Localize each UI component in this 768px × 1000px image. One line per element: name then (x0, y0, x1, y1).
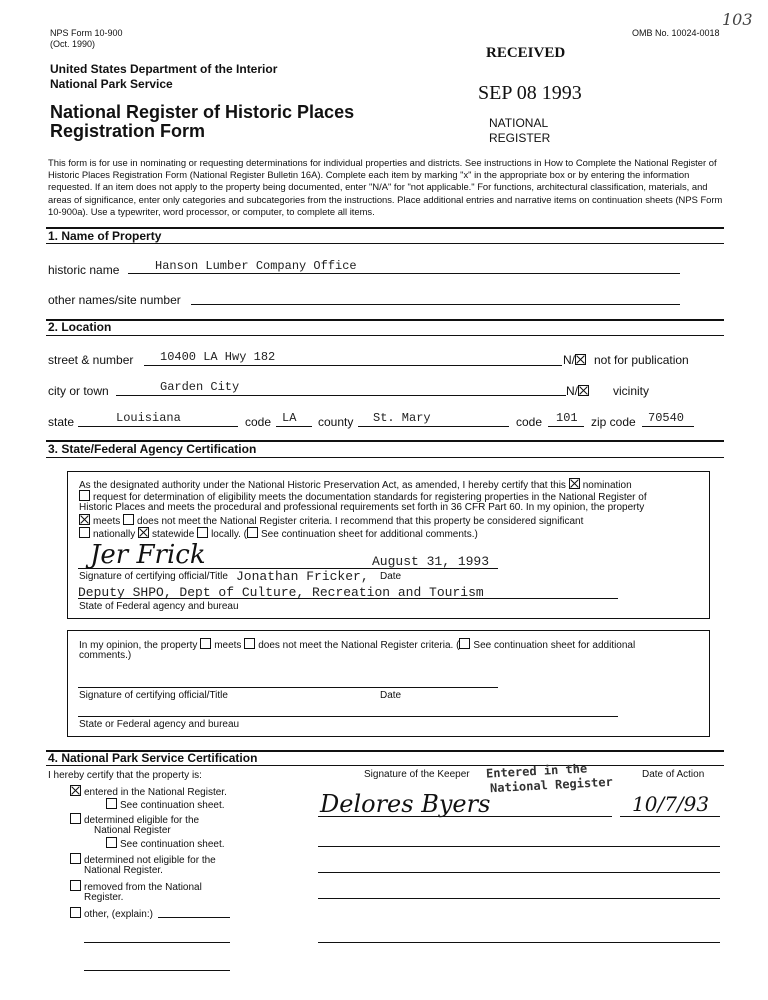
opt-not-eligible: determined not eligible for the (70, 853, 216, 866)
form-title-2: Registration Form (50, 121, 206, 141)
city-value: Garden City (160, 380, 240, 394)
cert-line-1: As the designated authority under the National Historic Preservation Act, as amended, I hereby certify that this nomination (79, 480, 632, 491)
received-date-stamp: SEP 08 1993 (478, 82, 582, 104)
historic-name-label: historic name (48, 263, 120, 277)
not-for-publication-label: not for publication (594, 353, 689, 367)
section1-heading: 1. Name of Property (48, 229, 162, 243)
stamp-register: REGISTER (489, 131, 551, 145)
entered-stamp-1: Entered in the (485, 761, 588, 781)
agency-value: Deputy SHPO, Dept of Culture, Recreation and Tourism (78, 585, 484, 600)
street-na-label: N/ (563, 353, 589, 367)
state-code-value: LA (282, 411, 297, 425)
county-value: St. Mary (373, 411, 431, 425)
entered-stamp-2: National Register (489, 774, 614, 796)
opt-eligible-sub: See continuation sheet. (106, 837, 225, 850)
official-name-value: Jonathan Fricker, (236, 569, 369, 584)
opt-removed-line2: Register. (84, 892, 124, 903)
agency-label: State of Federal agency and bureau (79, 601, 239, 612)
cert-line-3: Historic Places and meets the procedural and professional requirements set forth in 36 CFR Part 60. In my opinion, the property (79, 502, 645, 513)
state-value: Louisiana (116, 411, 181, 425)
opt-eligible-line2: National Register (94, 825, 171, 836)
opt-other: other, (explain:) (70, 907, 153, 920)
section2-heading: 2. Location (48, 320, 112, 334)
signature-official-label-2: Signature of certifying official/Title (79, 690, 228, 701)
agency-label-2: State or Federal agency and bureau (79, 719, 240, 730)
section3-heading: 3. State/Federal Agency Certification (48, 442, 257, 456)
signature-official-label: Signature of certifying official/Title (79, 571, 228, 582)
county-code-value: 101 (556, 411, 578, 425)
dept-name: United States Department of the Interior (50, 62, 278, 76)
cert-line-2: request for determination of eligibility meets the documentation standards for registering properties in the National Register of (79, 490, 647, 503)
form-title-1: National Register of Historic Places (50, 102, 355, 122)
corner-note: 103 (722, 10, 753, 29)
opt-removed: removed from the National (70, 880, 202, 893)
stamp-national: NATIONAL (489, 116, 549, 130)
street-value: 10400 LA Hwy 182 (160, 350, 276, 364)
city-label: city or town (48, 384, 109, 398)
intro-instructions: This form is for use in nominating or requesting determinations for individual properties and districts. See instructions in How to Complete the National Register of Historic Places Registration Form (National Register Bulletin 16A). Complete each item by marking "x" in the appropriate box or by entering the information requested. If an item does not apply to the property being documented, enter "N/A" for "not applicable." For functions, architectural classification, materials, and areas of significance, enter only categories and subcategories from the instructions. Place additional entries and narrative items on continuation sheets (NPS Form 10-900a). Use a typewriter, word processor, or computer, to complete all items. (48, 157, 723, 217)
date-label-2: Date (380, 690, 402, 701)
shpo-signature: Jer Frick (90, 540, 206, 570)
omb-number: OMB No. 10024-0018 (632, 28, 720, 38)
keeper-signature: Delores Byers (320, 790, 491, 818)
county-code-label: code (516, 415, 543, 429)
other-names-label: other names/site number (48, 293, 181, 307)
received-stamp: RECEIVED (486, 45, 566, 61)
state-code-label: code (245, 415, 272, 429)
date-label: Date (380, 571, 402, 582)
zip-label: zip code (591, 415, 636, 429)
service-name: National Park Service (50, 77, 173, 91)
date-of-action-label: Date of Action (642, 769, 705, 780)
street-label: street & number (48, 353, 134, 367)
historic-name-value: Hanson Lumber Company Office (155, 259, 357, 273)
opt-not-eligible-line2: National Register. (84, 865, 163, 876)
vicinity-na-label: N/ (566, 384, 592, 398)
opt-eligible: determined eligible for the (70, 813, 199, 826)
opt-entered-sub: See continuation sheet. (106, 798, 225, 811)
date-of-action-value: 10/7/93 (632, 792, 710, 816)
form-date: (Oct. 1990) (50, 39, 96, 49)
certification-date-value: August 31, 1993 (372, 554, 490, 569)
nps-certify-intro: I hereby certify that the property is: (48, 770, 202, 781)
opinion-line-1: In my opinion, the property meets does not meet the National Register criteria. ( See continuation sheet for additional (79, 640, 636, 651)
county-label: county (318, 415, 354, 429)
cert-line-5: nationally statewide locally. ( See continuation sheet for additional comments.) (79, 527, 478, 540)
vicinity-label: vicinity (613, 384, 650, 398)
keeper-signature-label: Signature of the Keeper (364, 769, 470, 780)
cert-line-4: meets does not meet the National Register criteria. I recommend that this property be considered significant (79, 514, 583, 527)
section4-heading: 4. National Park Service Certification (48, 751, 258, 765)
opt-entered: entered in the National Register. (70, 785, 227, 798)
state-label: state (48, 415, 75, 429)
opinion-line-2: comments.) (79, 650, 132, 661)
zip-value: 70540 (648, 411, 685, 425)
form-number: NPS Form 10-900 (50, 28, 123, 38)
